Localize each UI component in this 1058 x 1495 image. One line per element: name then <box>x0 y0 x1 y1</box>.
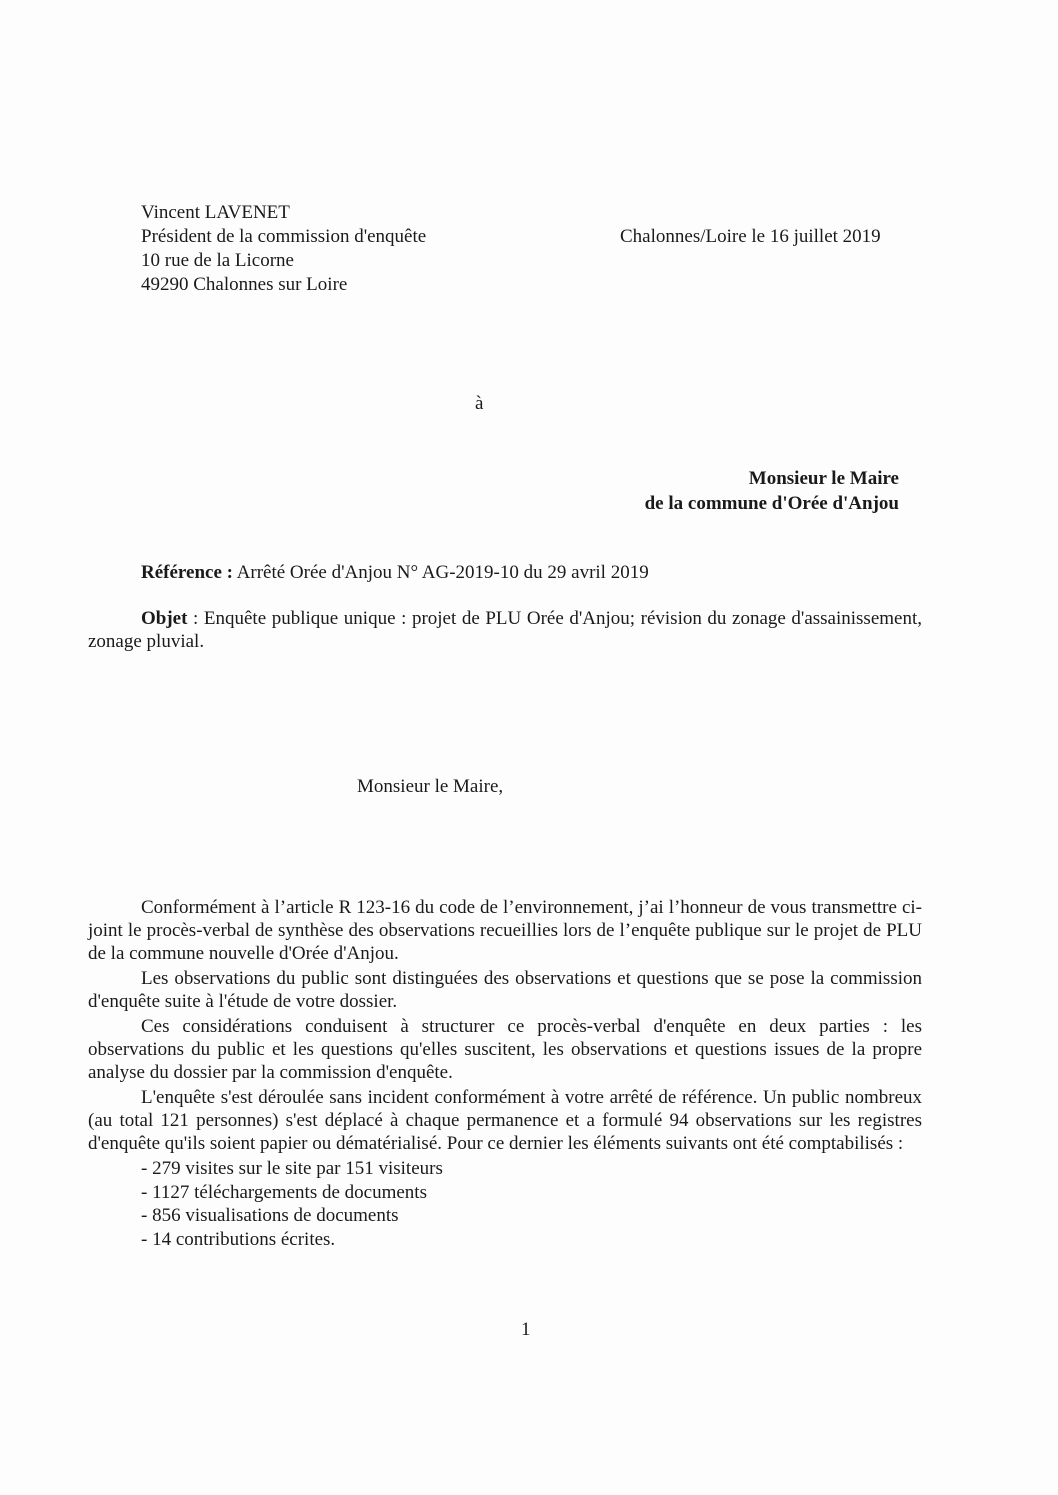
stats-list-item: - 279 visites sur le site par 151 visiteurs <box>141 1158 443 1179</box>
stats-list-item: - 1127 téléchargements de documents <box>141 1181 427 1203</box>
sender-role: Président de la commission d'enquête <box>141 226 427 247</box>
sender-city: 49290 Chalonnes sur Loire <box>141 274 348 295</box>
body-paragraph: Ces considérations conduisent à structurer ce procès-verbal d'enquête en deux parties : les observations du public et les questions qu'elles suscitent, les observations et questions issues de la propre analyse du dossier par la commission d'enquête. <box>88 1016 922 1083</box>
recipient-line-1: Monsieur le Maire <box>748 468 899 489</box>
sender-name: Vincent LAVENET <box>141 202 290 223</box>
reference-label: Référence : <box>141 562 233 583</box>
body-paragraph: Les observations du public sont distinguées des observations et questions que se pose la commission d'enquête suite à l'étude de votre dossier. <box>88 968 922 1012</box>
letter-body <box>88 896 922 1251</box>
body-paragraph: Conformément à l’article R 123-16 du code de l’environnement, j’ai l’honneur de vous transmettre ci-joint le procès-verbal de synthèse des observations recueillies lors de l’enquête publique sur le projet de PLU de la commune nouvelle d'Orée d'Anjou. <box>88 897 922 964</box>
salutation: Monsieur le Maire, <box>357 776 504 797</box>
objet-text: : Enquête publique unique : projet de PLU Orée d'Anjou; révision du zonage d'assainissement, zonage pluvial. <box>88 608 922 652</box>
objet-line <box>88 607 922 653</box>
to-word: à <box>475 393 484 414</box>
letter-date: Chalonnes/Loire le 16 juillet 2019 <box>620 226 881 247</box>
reference-text: Arrêté Orée d'Anjou N° AG-2019-10 du 29 avril 2019 <box>232 562 649 583</box>
sender-street: 10 rue de la Licorne <box>141 250 294 271</box>
stats-list-item: - 14 contributions écrites. <box>141 1228 336 1250</box>
page-number: 1 <box>521 1319 531 1340</box>
recipient-block <box>645 466 899 516</box>
recipient-line-2: de la commune d'Orée d'Anjou <box>644 493 899 514</box>
sender-block <box>141 201 426 297</box>
body-paragraph: L'enquête s'est déroulée sans incident conformément à votre arrêté de référence. Un public nombreux (au total 121 personnes) s'est déplacé à chaque permanence et a formulé 94 observations sur les registres d'enquête qu'ils soient papier ou dématérialisé. Pour ce dernier les éléments suivants ont été comptabilisés : <box>88 1087 922 1154</box>
reference-line <box>141 561 649 584</box>
stats-list-item: - 856 visualisations de documents <box>141 1205 399 1226</box>
stats-list <box>88 1157 922 1251</box>
objet-label: Objet <box>141 608 188 629</box>
